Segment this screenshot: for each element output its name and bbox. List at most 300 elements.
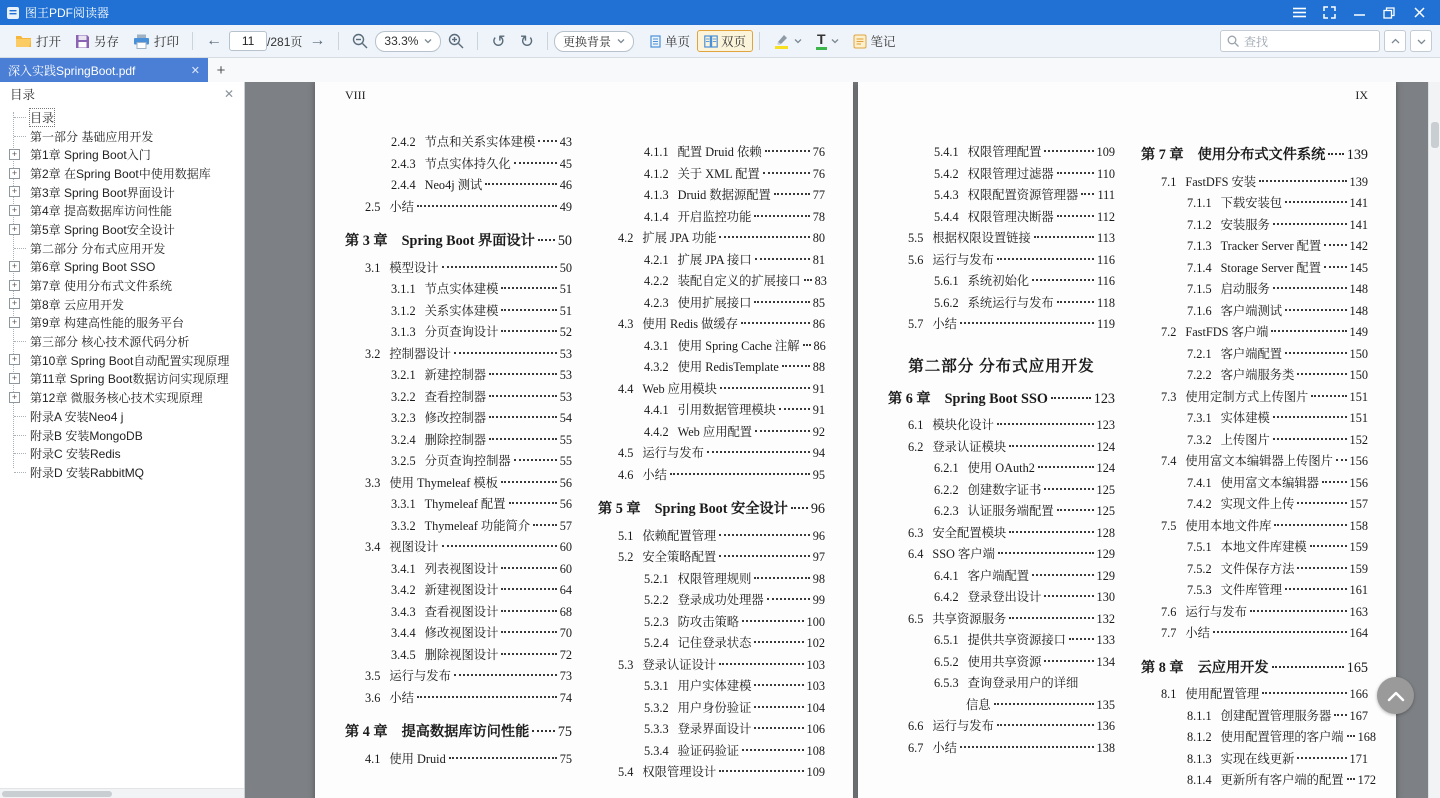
dot-leader	[485, 183, 556, 185]
toc-entry	[345, 451, 572, 473]
zoom-out-button[interactable]	[345, 28, 375, 54]
toc-entry-number: 6.7	[908, 740, 924, 755]
zoom-level-select[interactable]	[375, 31, 441, 52]
toc-entry	[1141, 602, 1368, 624]
toc-entry-title: 共享资源服务	[932, 611, 1007, 626]
expand-icon[interactable]: +	[9, 298, 20, 309]
toc-entry	[888, 544, 1115, 566]
toc-entry	[345, 175, 572, 197]
toc-entry-number: 8.1.1	[1187, 708, 1212, 723]
double-page-button[interactable]	[697, 30, 753, 52]
toc-entry-page: 53	[559, 389, 572, 404]
toc-entry	[1141, 365, 1368, 387]
toc-entry	[345, 722, 572, 744]
sidebar-item[interactable]	[6, 426, 244, 445]
toc-entry	[598, 547, 825, 569]
toc-entry-number: 3.3.1	[391, 497, 416, 511]
dot-leader	[1347, 735, 1355, 737]
toc-entry-number: 4.3.1	[644, 338, 669, 353]
toc-entry-page: 158	[1349, 518, 1368, 533]
toc-entry-page: 135	[1096, 697, 1115, 712]
sidebar-item-label: 第10章 Spring Boot自动配置实现原理	[30, 353, 230, 368]
toc-entry-page: 80	[812, 231, 825, 245]
toc-entry-number: 7.1.1	[1187, 196, 1212, 210]
toc-entry-number: 7.3	[1161, 389, 1177, 404]
search-placeholder: 查找	[1244, 34, 1269, 49]
toc-entry-page: 132	[1096, 611, 1115, 626]
sidebar-item[interactable]	[6, 370, 244, 389]
toc-entry-title: 依赖配置管理	[642, 528, 717, 543]
dot-leader	[998, 552, 1094, 554]
toc-entry-page: 106	[806, 722, 825, 736]
toc-entry-page: 129	[1096, 547, 1115, 561]
expand-icon[interactable]: +	[9, 373, 20, 384]
toc-entry-number: 5.3.4	[644, 743, 669, 758]
toc-entry-number: 7.5.1	[1187, 540, 1212, 554]
dot-leader	[763, 172, 810, 174]
toc-entry	[888, 164, 1115, 186]
sidebar-item-label: 目录	[30, 110, 55, 125]
toc-entry	[345, 537, 572, 559]
dot-leader	[804, 279, 812, 281]
toc-entry-page: 88	[812, 360, 825, 374]
vertical-scrollbar[interactable]	[1428, 82, 1440, 798]
toc-entry-number: 2.4.3	[391, 156, 416, 171]
tabbar	[0, 58, 1440, 82]
tree-connector	[14, 435, 26, 436]
highlighter-button[interactable]	[766, 28, 809, 54]
toc-entry-number: 2.4.2	[391, 135, 416, 149]
expand-icon[interactable]: +	[9, 317, 20, 328]
expand-icon[interactable]: +	[9, 280, 20, 291]
toc-entry-number: 6.1	[908, 418, 924, 432]
rotate-right-button[interactable]: ↻	[519, 31, 534, 51]
dot-leader	[533, 524, 557, 526]
save-as-button[interactable]	[68, 28, 126, 54]
toc-tree	[0, 104, 244, 788]
toc-entry	[888, 523, 1115, 545]
toc-entry	[888, 415, 1115, 437]
next-page-button[interactable]: →	[309, 32, 326, 49]
toc-entry-title: 使用 Druid	[389, 751, 446, 766]
toc-entry-title: Thymeleaf 功能简介	[424, 518, 531, 533]
toc-entry-number: 6.5.3	[934, 676, 959, 690]
chevron-up-icon	[1387, 690, 1405, 702]
toc-entry-page: 94	[812, 446, 825, 460]
expand-icon[interactable]: +	[9, 392, 20, 403]
toc-entry	[1141, 580, 1368, 602]
toc-entry	[598, 633, 825, 655]
toc-entry-title: 使用配置管理的客户端	[1220, 730, 1344, 744]
toc-entry	[598, 379, 825, 401]
sidebar-item[interactable]	[6, 463, 244, 482]
sidebar-item[interactable]	[6, 351, 244, 370]
toc-entry-title: 使用 Spring Cache 注解	[677, 338, 800, 353]
part-heading: 第二部分 分布式应用开发	[908, 357, 1095, 375]
dot-leader	[1297, 373, 1346, 375]
dot-leader	[1273, 416, 1347, 418]
toc-entry	[345, 645, 572, 667]
back-to-top-button[interactable]	[1377, 677, 1414, 714]
toc-entry	[345, 666, 572, 688]
toc-entry	[888, 480, 1115, 502]
toc-entry	[598, 207, 825, 229]
dot-leader	[754, 706, 803, 708]
toc-entry-number: 4.3	[618, 317, 634, 331]
toc-entry-number: 3.5	[365, 669, 381, 683]
toc-entry-page: 43	[559, 135, 572, 149]
toc-entry-title: Spring Boot 界面设计	[401, 233, 535, 249]
sidebar-header	[0, 82, 244, 104]
sidebar-item[interactable]	[6, 388, 244, 407]
toc-entry-page: 51	[559, 282, 572, 296]
dot-leader	[997, 258, 1094, 260]
toc-entry-title: 安全配置模块	[932, 525, 1007, 540]
sidebar-title: 目录	[10, 88, 36, 102]
sidebar-item-label: 第7章 使用分布式文件系统	[30, 279, 173, 294]
sidebar-horizontal-scrollbar[interactable]	[0, 788, 244, 798]
toc-entry-title: 实现文件上传	[1220, 497, 1295, 511]
chevron-down-icon	[424, 37, 432, 45]
expand-icon[interactable]: +	[9, 186, 20, 197]
toc-entry-title: 模块化设计	[932, 418, 994, 432]
toc-entry-title: 列表视图设计	[424, 561, 499, 576]
dot-leader	[449, 757, 557, 759]
toc-entry-page: 81	[812, 252, 825, 267]
expand-icon[interactable]: +	[9, 224, 20, 235]
toc-entry-number: 5.2.1	[644, 571, 669, 586]
sidebar-item[interactable]	[6, 127, 244, 146]
dot-leader	[791, 507, 808, 509]
zoom-in-button[interactable]	[441, 28, 471, 54]
dot-leader	[670, 473, 810, 475]
dot-leader	[1273, 223, 1347, 225]
dot-leader	[417, 205, 557, 207]
toc-entry	[888, 142, 1115, 164]
toc-entry-number: 5.2.2	[644, 593, 669, 607]
dot-leader	[719, 534, 810, 536]
single-page-label: 单页	[664, 35, 690, 49]
dot-leader	[1044, 595, 1093, 597]
toc-entry-title: 提供共享资源接口	[967, 633, 1066, 647]
toc-entry-page: 68	[559, 604, 572, 619]
zoom-out-icon	[352, 33, 368, 49]
sidebar-item[interactable]	[6, 295, 244, 314]
sidebar-item[interactable]	[6, 444, 244, 463]
toc-entry-title: Web 应用配置	[677, 424, 753, 439]
underline-tool-button[interactable]	[809, 28, 846, 54]
toc-entry-page: 70	[559, 626, 572, 640]
toc-entry-page: 163	[1349, 604, 1368, 619]
close-button[interactable]	[1404, 0, 1434, 25]
toc-entry-page: 156	[1349, 475, 1368, 490]
toc-entry-title: 权限管理规则	[677, 571, 752, 586]
toc-entry	[1141, 770, 1377, 792]
dot-leader	[501, 481, 557, 483]
toc-entry-title: 修改控制器	[424, 411, 487, 425]
toc-entry	[598, 164, 825, 186]
toc-entry-number: 5.3	[618, 657, 634, 672]
toc-entry	[598, 293, 825, 315]
sidebar-item[interactable]	[6, 258, 244, 277]
folder-open-icon	[15, 34, 32, 48]
toc-entry-page: 83	[814, 274, 827, 288]
print-button[interactable]	[126, 28, 186, 54]
toc-entry-page: 165	[1346, 659, 1368, 676]
toc-entry-page: 75	[557, 724, 572, 740]
toc-entry	[598, 185, 825, 207]
toc-entry-title: Spring Boot 安全设计	[654, 501, 788, 517]
toc-entry-title: 使用 Redis 做缓存	[642, 317, 739, 331]
highlighter-icon	[773, 33, 790, 49]
dot-leader	[1273, 287, 1347, 289]
toc-entry-page: 52	[559, 325, 572, 339]
dot-leader	[1057, 301, 1094, 303]
toc-entry	[598, 314, 825, 336]
dot-leader	[742, 620, 803, 622]
toc-entry-number: 5.4.4	[934, 209, 959, 224]
toc-entry-page: 156	[1349, 454, 1368, 468]
underline-icon: T	[816, 32, 827, 50]
menu-icon[interactable]	[1284, 0, 1314, 25]
dot-leader	[754, 577, 809, 579]
toc-entry-number: 7.4	[1161, 454, 1177, 468]
sidebar-item[interactable]	[6, 201, 244, 220]
toc-entry	[888, 566, 1115, 588]
chevron-down-icon	[831, 37, 839, 45]
toc-entry-page: 64	[559, 583, 572, 597]
toc-entry	[1141, 301, 1368, 323]
toc-entry	[345, 473, 572, 495]
notes-button[interactable]	[846, 28, 903, 54]
toc-entry-title: 查看控制器	[424, 389, 487, 404]
search-prev-button[interactable]	[1384, 30, 1406, 52]
toc-entry-number: 3.2.5	[391, 454, 416, 468]
rotate-left-button[interactable]: ↺	[491, 31, 506, 51]
toc-entry-page: 119	[1097, 317, 1115, 331]
toc-entry	[888, 185, 1115, 207]
dot-leader	[501, 610, 556, 612]
expand-icon[interactable]: +	[9, 354, 20, 365]
toc-entry-page: 56	[559, 475, 572, 490]
fullscreen-icon[interactable]	[1314, 0, 1344, 25]
toc-entry	[1141, 193, 1368, 215]
dot-leader	[1044, 488, 1093, 490]
toc-entry-title: 运行与发布	[932, 252, 994, 267]
sidebar-item-label: 第2章 在Spring Boot中使用数据库	[30, 166, 211, 181]
toc-entry-page: 171	[1349, 751, 1368, 766]
toc-entry-title: 客户端配置	[967, 568, 1030, 583]
toc-entry	[1141, 473, 1368, 495]
toc-entry	[345, 408, 572, 430]
change-background-label: 更换背景	[562, 34, 611, 49]
sidebar-item[interactable]	[6, 332, 244, 351]
toc-entry	[345, 365, 572, 387]
toc-entry-number: 4.3.2	[644, 360, 669, 374]
dot-leader	[754, 215, 809, 217]
toc-entry-page: 130	[1096, 590, 1115, 604]
expand-icon[interactable]: +	[9, 149, 20, 160]
toc-entry-title: 根据权限设置链接	[932, 231, 1031, 245]
toc-entry-number: 6.4.1	[934, 568, 959, 583]
toc-entry-number: 7.2.2	[1187, 368, 1212, 382]
toc-entry-title: 用户实体建模	[677, 679, 752, 693]
toc-entry-title: Web 应用模块	[642, 381, 717, 396]
toc-entry-page: 172	[1357, 773, 1377, 787]
sidebar-close-icon[interactable]: ✕	[223, 87, 234, 101]
toc-entry-page: 164	[1349, 626, 1368, 640]
sidebar-item[interactable]	[6, 183, 244, 202]
titlebar	[0, 0, 1440, 25]
dot-leader	[1285, 201, 1346, 203]
toc-entry	[345, 602, 572, 624]
toc-entry	[888, 609, 1115, 631]
sidebar-item[interactable]	[6, 220, 244, 239]
toc-entry-number: 3.3.2	[391, 518, 416, 533]
toc-entry-title: Storage Server 配置	[1220, 260, 1321, 275]
dot-leader	[538, 239, 555, 241]
page-number-input[interactable]	[229, 31, 267, 51]
toc-entry-number: 4.1.4	[644, 209, 669, 224]
toc-sidebar	[0, 82, 245, 798]
toc-entry-number: 7.5.3	[1187, 583, 1212, 597]
dot-leader	[509, 502, 557, 504]
dot-leader	[1250, 610, 1347, 612]
change-background-select[interactable]	[554, 31, 634, 52]
toc-entry-page: 46	[559, 178, 572, 192]
sidebar-item[interactable]	[6, 164, 244, 183]
toc-entry	[598, 676, 825, 698]
toc-entry-title: 关系实体建模	[424, 303, 499, 318]
toc-entry-number: 3.2.2	[391, 389, 416, 404]
expand-icon[interactable]: +	[9, 168, 20, 179]
scrollbar-thumb[interactable]	[1431, 122, 1439, 148]
minimize-button[interactable]	[1344, 0, 1374, 25]
dot-leader	[489, 438, 557, 440]
toc-entry-title: SSO 客户端	[932, 547, 995, 561]
toc-entry-title: 使用富文本编辑器上传图片	[1185, 454, 1333, 468]
toc-entry-number: 4.2.1	[644, 252, 669, 267]
toc-entry-title: FastDFS 安装	[1185, 174, 1257, 189]
dot-leader	[489, 395, 557, 397]
toc-entry-number: 5.6.1	[934, 274, 959, 288]
toc-entry-number: 6.5.2	[934, 654, 959, 669]
dot-leader	[765, 150, 810, 152]
scrollbar-thumb[interactable]	[2, 791, 112, 797]
toc-entry-title: 运行与发布	[1185, 604, 1247, 619]
sidebar-item[interactable]	[6, 145, 244, 164]
toc-entry-number: 4.1.2	[644, 166, 669, 181]
toc-entry	[598, 719, 825, 741]
dot-leader	[442, 266, 557, 268]
expand-icon[interactable]: +	[9, 205, 20, 216]
new-tab-button[interactable]: +	[216, 61, 226, 79]
restore-button[interactable]	[1374, 0, 1404, 25]
toc-entry	[888, 314, 1115, 336]
dot-leader	[1336, 459, 1347, 461]
toc-entry-number: 第 7 章	[1141, 147, 1184, 163]
toc-entry-page: 77	[812, 188, 825, 202]
toc-entry-number: 5.3.2	[644, 700, 669, 715]
toc-entry-page: 168	[1357, 730, 1377, 744]
tree-connector	[14, 117, 26, 118]
dot-leader	[742, 749, 803, 751]
expand-icon[interactable]: +	[9, 261, 20, 272]
toc-entry-title: 客户端配置	[1220, 346, 1283, 361]
dot-leader	[767, 598, 810, 600]
toc-entry	[888, 458, 1115, 480]
toc-entry	[598, 357, 825, 379]
toc-entry-page: 161	[1349, 583, 1368, 597]
toc-entry	[1141, 430, 1368, 452]
toc-entry-title: 文件保存方法	[1220, 561, 1295, 576]
toc-entry	[598, 228, 825, 250]
toc-entry-title: 装配自定义的扩展接口	[677, 274, 801, 288]
toc-entry-title: 权限管理设计	[642, 765, 717, 779]
dot-leader	[719, 555, 810, 557]
toc-entry-page: 142	[1349, 239, 1368, 253]
toc-entry-number: 3.2.3	[391, 411, 416, 425]
tab-close-icon[interactable]: ✕	[190, 64, 200, 77]
toc-entry-title: 云应用开发	[1197, 659, 1269, 676]
toc-entry-page: 50	[557, 233, 572, 249]
sidebar-item[interactable]	[6, 108, 244, 127]
sidebar-item[interactable]	[6, 407, 244, 426]
search-next-button[interactable]	[1410, 30, 1432, 52]
open-button[interactable]	[8, 28, 68, 54]
toc-entry-page: 76	[812, 166, 825, 181]
dot-leader	[779, 408, 810, 410]
toc-entry-number: 6.5.1	[934, 633, 959, 647]
dot-leader	[719, 663, 803, 665]
toc-entry-page: 148	[1349, 282, 1368, 296]
sidebar-item-label: 第6章 Spring Boot SSO	[30, 260, 156, 275]
zoom-in-icon	[448, 33, 464, 49]
toc-entry-page: 57	[559, 518, 572, 533]
toc-entry-page: 141	[1349, 196, 1368, 210]
toc-entry-title: 使用 RedisTemplate	[677, 360, 779, 374]
dot-leader	[1285, 309, 1346, 311]
app-title: 图王PDF阅读器	[25, 6, 110, 20]
toc-entry-number: 6.2.2	[934, 482, 959, 497]
single-page-icon	[649, 35, 662, 48]
toc-entry-page: 85	[812, 295, 825, 310]
toc-entry-page: 53	[559, 346, 572, 361]
toc-entry-continuation	[888, 695, 1115, 717]
sidebar-item[interactable]	[6, 239, 244, 258]
toc-entry-number: 7.4.1	[1187, 475, 1212, 490]
toc-entry-title: 记住登录状态	[677, 636, 752, 650]
toc-entry-number: 6.6	[908, 719, 924, 733]
dot-leader	[1285, 352, 1346, 354]
toc-entry-page: 50	[559, 260, 572, 275]
dot-leader	[720, 387, 810, 389]
toc-entry-number: 第 3 章	[345, 233, 388, 249]
toc-entry-number: 5.4	[618, 765, 634, 779]
dot-leader	[501, 309, 556, 311]
document-tab[interactable]	[0, 58, 208, 82]
sidebar-item[interactable]	[6, 314, 244, 333]
toc-entry	[345, 322, 572, 344]
single-page-button[interactable]	[642, 30, 697, 52]
toc-entry	[1141, 279, 1368, 301]
prev-page-button[interactable]: ←	[206, 32, 223, 49]
toc-entry-number: 4.4	[618, 381, 634, 396]
sidebar-item[interactable]	[6, 276, 244, 295]
toc-entry-title: 小结	[642, 467, 667, 482]
toc-entry-number: 3.1	[365, 260, 381, 275]
search-input[interactable]	[1220, 30, 1380, 52]
